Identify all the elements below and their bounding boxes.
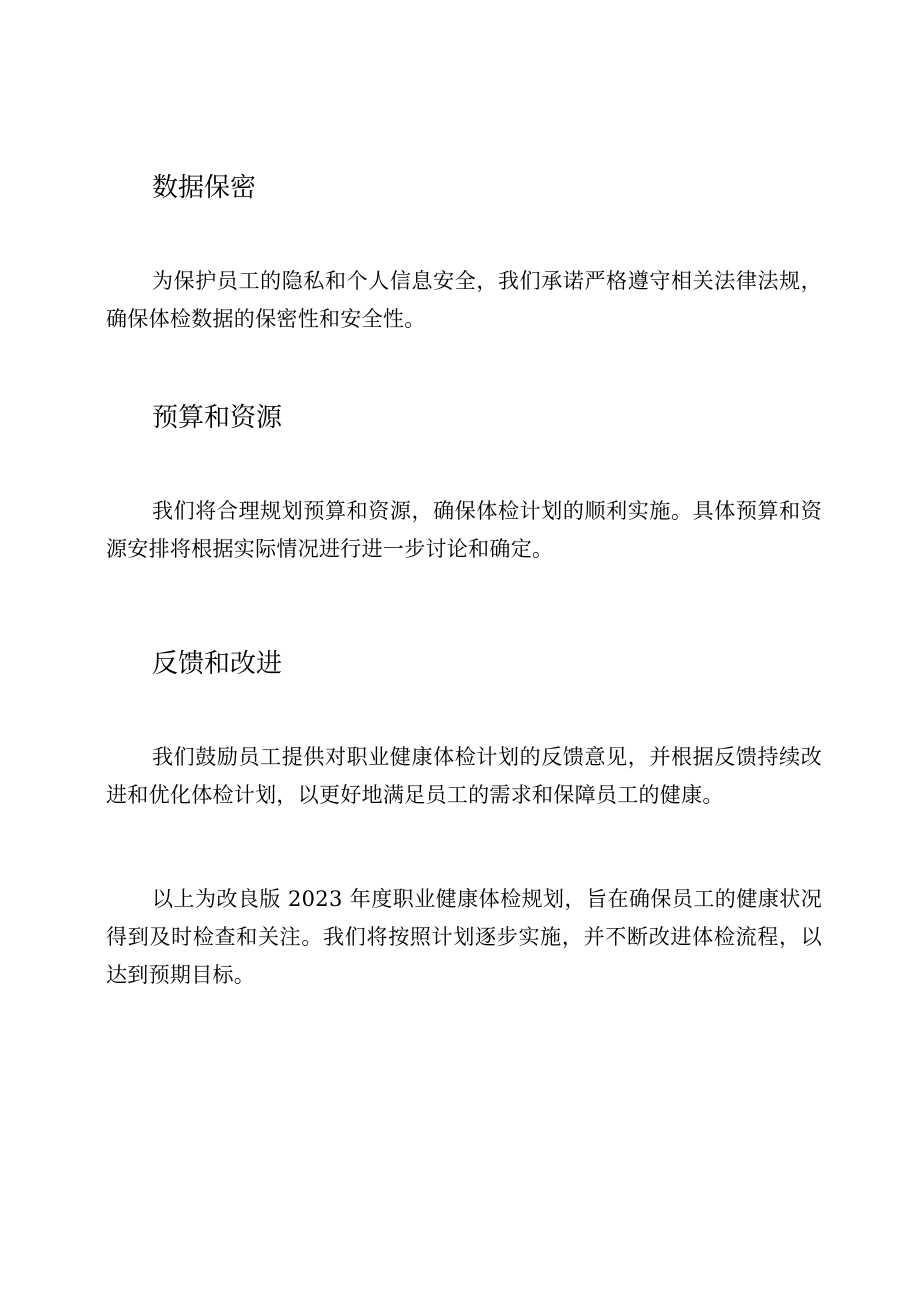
section-heading-data-confidentiality: 数据保密 xyxy=(152,173,257,203)
section-heading-budget-resources: 预算和资源 xyxy=(152,403,283,433)
section-paragraph-budget-resources: 我们将合理规划预算和资源，确保体检计划的顺利实施。具体预算和资源安排将根据实际情况进行进一步讨论和确定。 xyxy=(106,499,822,561)
conclusion-paragraph: 以上为改良版 2023 年度职业健康体检规划，旨在确保员工的健康状况得到及时检查和关注。我们将按照计划逐步实施，并不断改进体检流程，以达到预期目标。 xyxy=(106,887,822,987)
section-paragraph-data-confidentiality: 为保护员工的隐私和个人信息安全，我们承诺严格遵守相关法律法规，确保体检数据的保密性和安全性。 xyxy=(106,269,822,331)
section-paragraph-feedback-improvement: 我们鼓励员工提供对职业健康体检计划的反馈意见，并根据反馈持续改进和优化体检计划，以更好地满足员工的需求和保障员工的健康。 xyxy=(106,745,822,807)
section-heading-feedback-improvement: 反馈和改进 xyxy=(152,649,283,679)
